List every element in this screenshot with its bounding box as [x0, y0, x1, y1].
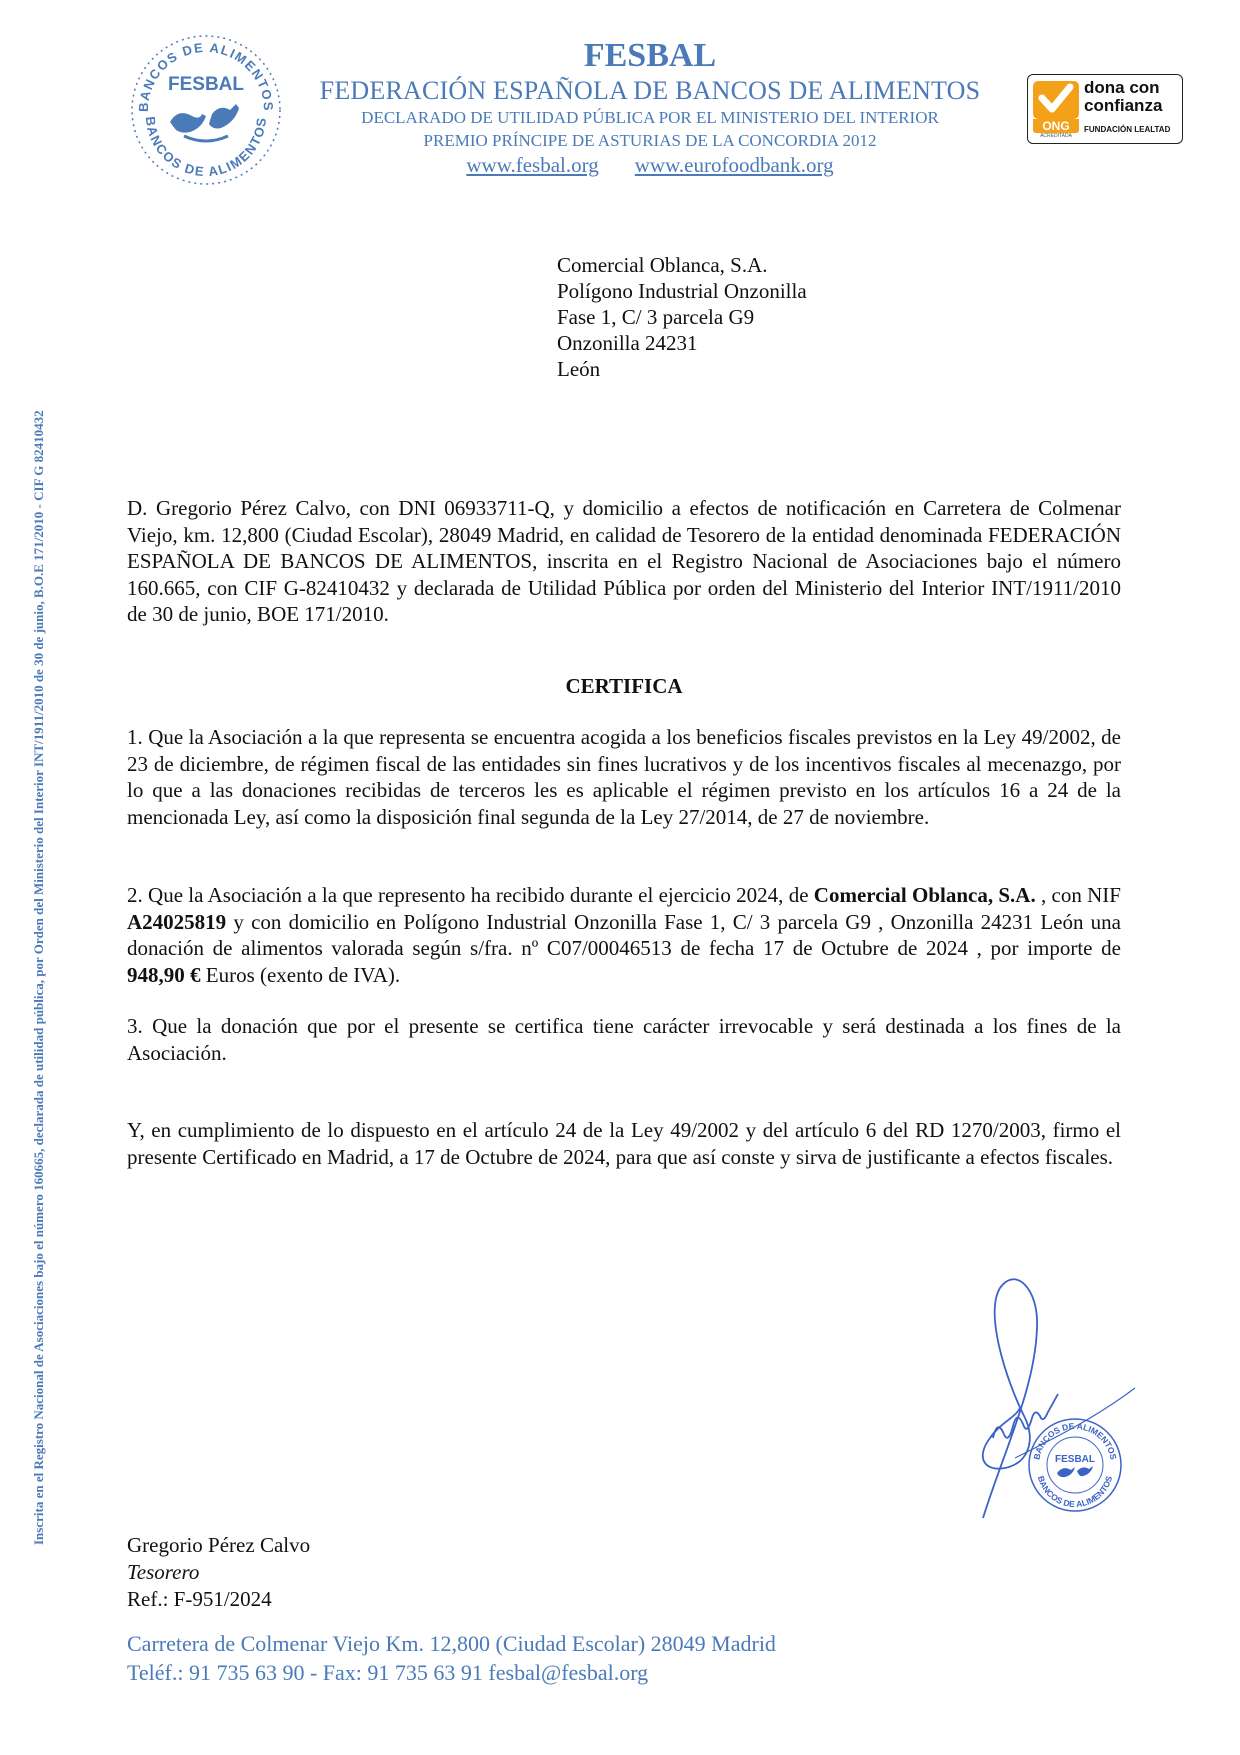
cif-label: CIF G 82410432	[31, 410, 46, 501]
fesbal-logo	[126, 30, 286, 190]
fesbal-stamp	[1025, 1415, 1125, 1515]
svg-text:BANCOS DE ALIMENTOS: BANCOS DE ALIMENTOS	[142, 115, 270, 180]
badge-foundation: FUNDACIÓN LEALTAD	[1084, 125, 1171, 134]
svg-text:BANCOS DE ALIMENTOS: BANCOS DE ALIMENTOS	[1035, 1474, 1115, 1510]
footer-contact: Teléf.: 91 735 63 90 - Fax: 91 735 63 91 fesbal@fesbal.org	[127, 1660, 649, 1685]
point-1: 1. Que la Asociación a la que representa se encuentra acogida a los beneficios fiscales previstos en la Ley 49/2002, de 23 de diciembre, de régimen fiscal de las entidades sin fines lucrativos y de los incentivos fiscales al mecenazgo, por lo que a las donaciones recibidas de terceros les es aplicable el régimen previsto en los artículos 16 a 24 de la mencionada Ley, así como la disposición final segunda de la Ley 27/2014, de 27 de noviembre.	[127, 725, 1121, 829]
reference: Ref.: F-951/2024	[127, 1587, 272, 1611]
dona-con-confianza-badge	[1027, 74, 1183, 144]
check-icon	[1033, 81, 1079, 119]
recipient-address: Comercial Oblanca, S.A. Polígono Industrial Onzonilla Fase 1, C/ 3 parcela G9 Onzonilla 24231 León	[557, 253, 807, 381]
org-award: PREMIO PRÍNCIPE DE ASTURIAS DE LA CONCORDIA 2012	[423, 131, 877, 150]
signer-block	[127, 1532, 310, 1613]
signer-name: Gregorio Pérez Calvo	[127, 1533, 311, 1557]
certifica-heading: CERTIFICA	[565, 674, 683, 698]
point-2: 2. Que la Asociación a la que represento ha recibido durante el ejercicio 2024, de Comercial Oblanca, S.A. , con NIF A24025819 y con domicilio en Polígono Industrial Onzonilla Fase 1, C/ 3 parcela G9 , Onzonilla 24231 León una donación de alimentos valorada según s/fra. nº C07/00046513 de fecha 17 de Octubre de 2024 , por importe de 948,90 € Euros (exento de IVA).	[127, 883, 1121, 987]
org-declared: DECLARADO DE UTILIDAD PÚBLICA POR EL MINISTERIO DEL INTERIOR	[361, 108, 939, 127]
org-links	[290, 152, 1010, 178]
signer-role: Tesorero	[127, 1560, 200, 1584]
link-eurofoodbank[interactable]: www.eurofoodbank.org	[634, 153, 834, 177]
accredited-label: ACREDITADA	[1040, 133, 1072, 139]
link-fesbal[interactable]: www.fesbal.org	[466, 153, 599, 177]
letterhead	[290, 36, 1010, 178]
svg-text:BANCOS DE ALIMENTOS: BANCOS DE ALIMENTOS	[135, 39, 277, 113]
footer-address: Carretera de Colmenar Viejo Km. 12,800 (Ciudad Escolar) 28049 Madrid	[127, 1631, 776, 1656]
donor-nif: A24025819	[127, 909, 227, 934]
org-acronym: FESBAL	[583, 37, 717, 74]
donor-name: Comercial Oblanca, S.A.	[813, 883, 1036, 907]
registry-sidebar: Inscrita en el Registro Nacional de Asociaciones bajo el número 160665, declarada de utilidad pública, por Orden del Ministerio del Interior INT/1911/2010 de 30 de junio, B.O.E 171/2010 - CIF G 82410432	[31, 410, 46, 1545]
ong-label: ONG	[1033, 119, 1079, 133]
svg-text:FESBAL: FESBAL	[1055, 1454, 1095, 1465]
point-3: 3. Que la donación que por el presente se certifica tiene carácter irrevocable y será destinada a los fines de la Asociación.	[127, 1014, 1121, 1065]
footer	[127, 1629, 776, 1687]
org-name: FEDERACIÓN ESPAÑOLA DE BANCOS DE ALIMENTOS	[319, 76, 981, 105]
badge-title: dona con confianza	[1084, 78, 1163, 115]
closing-paragraph: Y, en cumplimiento de lo dispuesto en el artículo 24 de la Ley 49/2002 y del artículo 6 del RD 1270/2003, firmo el presente Certificado en Madrid, a 17 de Octubre de 2024, para que así conste y sirva de justificante a efectos fiscales.	[127, 1118, 1121, 1169]
intro-paragraph: D. Gregorio Pérez Calvo, con DNI 06933711-Q, y domicilio a efectos de notificación en Carretera de Colmenar Viejo, km. 12,800 (Ciudad Escolar), 28049 Madrid, en calidad de Tesorero de la entidad denominada FEDERACIÓN ESPAÑOLA DE BANCOS DE ALIMENTOS, inscrita en el Registro Nacional de Asociaciones bajo el número 160.665, con CIF G-82410432 y declarada de Utilidad Pública por orden del Ministerio del Interior INT/1911/2010 de 30 de junio, BOE 171/2010.	[127, 496, 1121, 626]
donation-amount: 948,90 €	[127, 962, 201, 987]
svg-text:BANCOS DE ALIMENTOS: BANCOS DE ALIMENTOS	[1031, 1420, 1119, 1461]
svg-text:FESBAL: FESBAL	[168, 74, 244, 95]
